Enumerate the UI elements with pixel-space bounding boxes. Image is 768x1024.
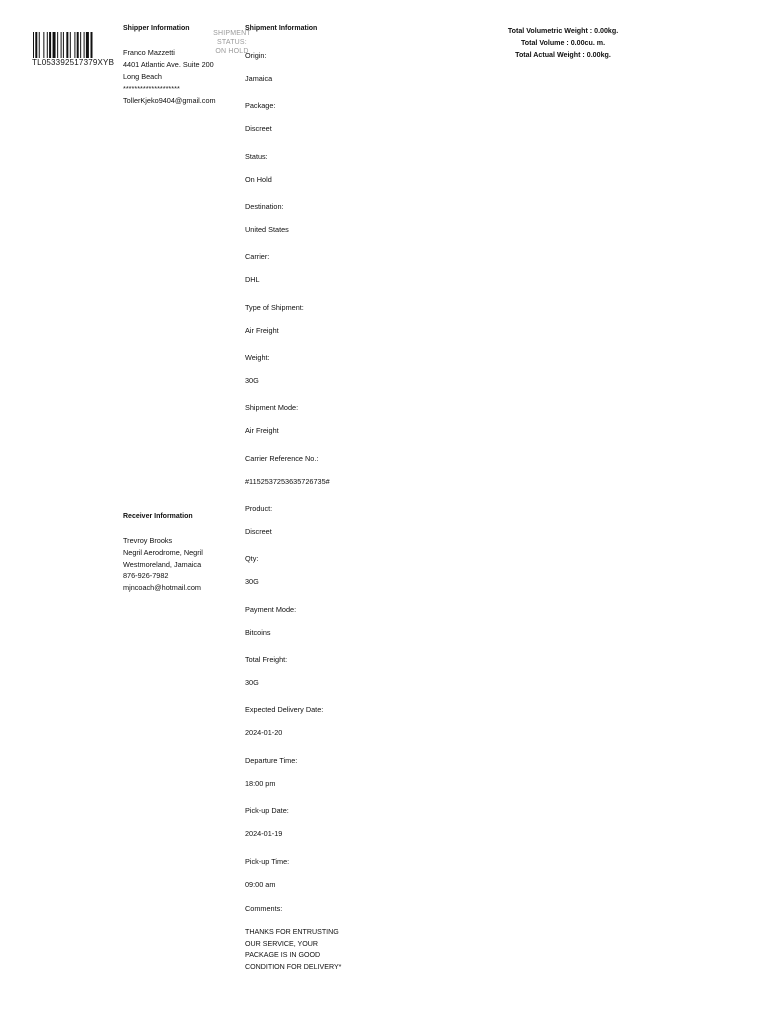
field-label: Status: — [245, 151, 268, 161]
barcode-bar — [91, 32, 93, 58]
field-label: Pick-up Time: — [245, 856, 290, 866]
field-value: Air Freight — [245, 325, 279, 335]
receiver-name: Trevroy Brooks — [123, 536, 173, 545]
barcode-bar — [47, 32, 48, 58]
field-value: #115253725363572673​5# — [245, 476, 330, 486]
field-value: Air Freight — [245, 426, 279, 436]
receiver-email: mjncoach@hotmail.com — [123, 583, 201, 593]
field-value: 30G — [245, 577, 259, 587]
shipper-email: TollerKjeko9404@gmail.com — [123, 96, 216, 105]
field-value: 30G — [245, 678, 259, 688]
field-value: United States — [245, 225, 289, 235]
field-label: Origin: — [245, 51, 267, 60]
receiver-address2: Westmoreland, Jamaica — [123, 559, 202, 569]
field-label: Qty: — [245, 554, 259, 564]
barcode-bar — [63, 32, 64, 58]
receiver-block — [123, 535, 203, 594]
barcode-bar — [74, 32, 75, 58]
field-value: Discreet — [245, 527, 272, 537]
field-value: Bitcoins — [245, 627, 271, 637]
field-value: 2024-01-19 — [245, 829, 283, 839]
barcode-bar — [80, 32, 81, 58]
shipper-heading: Shipper Information — [123, 25, 190, 32]
field-value: 30G — [245, 376, 259, 386]
field-label: Departure Time: — [245, 755, 298, 765]
shipper-phone: ******************** — [123, 84, 180, 93]
barcode-bar — [57, 32, 58, 58]
barcode-bar — [70, 32, 71, 58]
tracking-number: TL053392517379XYB — [32, 58, 115, 67]
field-label: Carrier: — [245, 252, 270, 262]
receiver-phone: 876-926-7982 — [123, 571, 169, 581]
field-label: Destination: — [245, 202, 284, 212]
barcode-bar — [86, 32, 89, 58]
field-label: Type of Shipment: — [245, 302, 304, 312]
field-label: Pick-up Date: — [245, 806, 289, 816]
receiver-heading: Receiver Information — [123, 513, 193, 520]
shipper-block — [123, 47, 216, 107]
barcode-bar — [77, 32, 79, 58]
field-value: DHL — [245, 275, 260, 285]
shipper-city: Long Beach — [123, 72, 162, 81]
total-volumetric-weight: Total Volumetric Weight : 0.00kg. — [507, 27, 619, 35]
barcode-bar — [43, 32, 44, 58]
field-value: Discreet — [245, 124, 272, 134]
status-stamp-line: SHIPMENT — [213, 30, 251, 37]
receiver-address1: Negril Aerodrome, Negril — [123, 547, 203, 557]
total-volume: Total Volume : 0.00cu. m. — [520, 39, 606, 47]
totals-block — [470, 25, 656, 61]
comments-label: Comments: — [245, 904, 283, 913]
barcode-bar — [66, 32, 68, 58]
status-stamp-line: ON HOLD — [215, 48, 249, 55]
barcode-bar — [53, 32, 56, 58]
field-value: Jamaica — [245, 74, 273, 83]
barcode-bar — [39, 32, 40, 58]
field-value: 18:00 pm — [245, 778, 276, 788]
field-label: Carrier Reference No.: — [245, 453, 319, 463]
shipper-name: Franco Mazzetti — [123, 48, 175, 57]
field-label: Payment Mode: — [245, 604, 297, 614]
field-value: 2024-01-20 — [245, 728, 283, 738]
barcode-bar — [35, 32, 37, 58]
field-label: Total Freight: — [245, 655, 288, 665]
barcode — [33, 32, 117, 58]
field-label: Expected Delivery Date: — [245, 705, 324, 715]
field-label: Product: — [245, 504, 273, 514]
field-label: Shipment Mode: — [245, 403, 299, 413]
shipper-address: 4401 Atlantic Ave. Suite 200 — [123, 60, 214, 69]
barcode-bar — [33, 32, 34, 58]
field-value: On Hold — [245, 174, 272, 184]
shipment-heading: Shipment Information — [245, 25, 318, 32]
status-stamp-line: STATUS: — [217, 39, 247, 46]
barcode-bar — [84, 32, 85, 58]
field-value: 09:00 am — [245, 879, 276, 889]
total-actual-weight: Total Actual Weight : 0.00kg. — [515, 51, 611, 59]
comments-text: THANKS FOR ENTRUSTING OUR SERVICE, YOUR PACKAGE IS IN GOOD CONDITION FOR DELIVERY* — [245, 928, 342, 971]
barcode-bar — [49, 32, 51, 58]
barcode-bar — [61, 32, 62, 58]
field-label: Package: — [245, 101, 276, 111]
field-label: Weight: — [245, 353, 270, 363]
